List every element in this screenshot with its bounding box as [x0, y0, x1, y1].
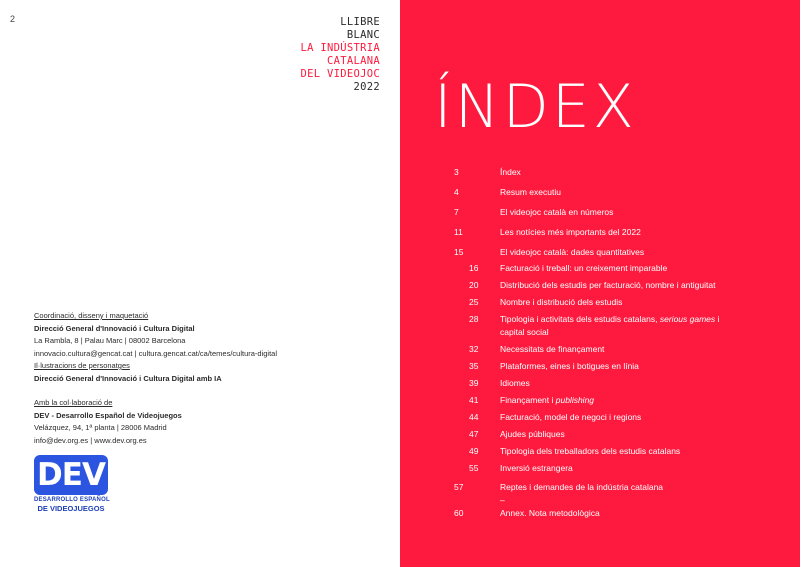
credits-collaboration-contact: info@dev.org.es | www.dev.org.es [34, 435, 147, 445]
toc-page-number: 25 [469, 297, 479, 307]
book-subtitle-line: DEL VIDEOJOC [300, 68, 380, 80]
toc-label-text: Distribució dels estudis per facturació, nombre i antiguitat [500, 280, 716, 290]
toc-label-continuation: capital social [500, 327, 549, 337]
toc-label [500, 313, 790, 326]
toc-entry[interactable] [400, 296, 800, 309]
toc-label [500, 428, 790, 441]
toc-label-text: Inversió estrangera [500, 463, 573, 473]
toc-label-text: Plataformes, eines i botigues en línia [500, 361, 639, 371]
credits [34, 310, 374, 447]
toc-page-number: 28 [469, 314, 479, 324]
right-page [400, 0, 800, 567]
toc-label [500, 226, 790, 239]
credits-collaboration-org: DEV - Desarrollo Español de Videojuegos [34, 410, 182, 420]
toc-label-text: Índex [500, 167, 521, 177]
toc-label [500, 360, 790, 373]
toc-entry[interactable] [400, 411, 800, 424]
toc-label [500, 411, 790, 424]
credits-collaboration-heading: Amb la col·laboració de [34, 398, 113, 407]
toc-label-text: Annex. Nota metodològica [500, 508, 600, 518]
credits-coordination-contact: innovacio.cultura@gencat.cat | cultura.gencat.cat/ca/temes/cultura-digital [34, 348, 278, 358]
toc-page-number: 3 [454, 167, 459, 177]
toc-label [500, 481, 790, 494]
toc-page-number: 11 [454, 227, 463, 237]
toc-label-italic: publishing [555, 395, 595, 405]
toc-label [500, 445, 790, 458]
toc-label [500, 186, 790, 199]
toc-entry[interactable] [400, 428, 800, 441]
toc-entry[interactable] [400, 279, 800, 292]
toc-label-text: Reptes i demandes de la indústria catalana [500, 482, 664, 492]
toc-page-number: 32 [469, 344, 479, 354]
toc-page-number: 55 [469, 463, 479, 473]
toc-page-number: 7 [454, 207, 459, 217]
toc-entry[interactable] [400, 481, 800, 494]
toc-label [500, 377, 790, 390]
toc-label-text: Nombre i distribució dels estudis [500, 297, 623, 307]
toc-page-number: 44 [469, 412, 479, 422]
toc-label-text: Facturació, model de negoci i regions [500, 412, 642, 422]
toc-page-number: 49 [469, 446, 479, 456]
page-number: 2 [10, 14, 16, 24]
dev-logo [34, 455, 108, 513]
toc-label-text: Ajudes públiques [500, 429, 565, 439]
book-title-line: BLANC [346, 29, 380, 41]
book-year: 2022 [353, 81, 380, 93]
dev-logo-line1: DESARROLLO ESPAÑOL [34, 497, 110, 503]
credits-coordination-heading: Coordinació, disseny i maquetació [34, 311, 149, 320]
toc-separator [400, 494, 800, 507]
toc-label-text: Idiomes [500, 378, 530, 388]
toc-entry[interactable] [400, 313, 800, 339]
credits-coordination-org: Direcció General d'Innovació i Cultura Digital [34, 323, 195, 333]
toc-label [500, 296, 790, 309]
credits-illustrations-org: Direcció General d'Innovació i Cultura Digital amb IA [34, 373, 222, 383]
toc-page-number: 60 [454, 508, 464, 518]
toc-page-number: 4 [454, 187, 459, 197]
dev-logo-mark: DEV [34, 455, 108, 495]
dev-logo-line2: DE VIDEOJUEGOS [37, 504, 105, 513]
toc-entry[interactable] [400, 360, 800, 373]
toc-page-number: 47 [469, 429, 479, 439]
toc-label-text: El videojoc català en números [500, 207, 614, 217]
toc-label [500, 279, 790, 292]
book-title-line: LLIBRE [340, 16, 380, 28]
toc-page-number: 15 [454, 247, 464, 257]
toc-separator-dash: – [500, 495, 505, 505]
credits-spacer [34, 385, 374, 397]
toc-label [500, 166, 790, 179]
toc-page-number: 57 [454, 482, 464, 492]
toc-entry[interactable] [400, 186, 800, 199]
toc-entry[interactable] [400, 394, 800, 407]
toc-label-text: Tipologia i activitats dels estudis catalans, [500, 314, 658, 324]
toc-label [500, 343, 790, 356]
toc-page-number: 20 [469, 280, 479, 290]
book-subtitle-line: CATALANA [327, 55, 380, 67]
toc-entry[interactable] [400, 246, 800, 259]
toc-label-text: Les notícies més importants del 2022 [500, 227, 641, 237]
toc-page-number: 41 [469, 395, 479, 405]
toc-entry[interactable] [400, 507, 800, 520]
toc-label-text: El videojoc català: dades quantitatives [500, 247, 645, 257]
toc-entry[interactable] [400, 206, 800, 219]
toc-label [500, 394, 790, 407]
toc-label [500, 246, 790, 259]
toc-label-text: Resum executiu [500, 187, 561, 197]
toc-label [500, 262, 790, 275]
toc-entry[interactable] [400, 377, 800, 390]
toc-label-tail: i [715, 314, 720, 324]
toc-page-number: 39 [469, 378, 479, 388]
toc-label-italic: serious games [659, 314, 716, 324]
toc-entry[interactable] [400, 226, 800, 239]
table-of-contents [400, 166, 800, 520]
toc-label-text: Tipologia dels treballadors dels estudis catalans [500, 446, 681, 456]
toc-label [500, 507, 790, 520]
toc-label-text: Facturació i treball: un creixement imparable [500, 263, 668, 273]
credits-collaboration-address: Velázquez, 94, 1ª planta | 28006 Madrid [34, 423, 167, 432]
toc-page-number: 35 [469, 361, 479, 371]
book-subtitle-line: LA INDÚSTRIA [300, 42, 380, 54]
toc-entry[interactable] [400, 166, 800, 179]
credits-coordination-address: La Rambla, 8 | Palau Marc | 08002 Barcelona [34, 336, 186, 345]
toc-label [500, 462, 790, 475]
index-title: ÍNDEX [434, 72, 637, 142]
credits-illustrations-heading: Il·lustracions de personatges [34, 361, 130, 370]
toc-page-number: 16 [469, 263, 479, 273]
toc-entry[interactable] [400, 343, 800, 356]
toc-label [500, 206, 790, 219]
toc-entry[interactable] [400, 445, 800, 458]
book-title [220, 16, 380, 94]
toc-label-text: Necessitats de finançament [500, 344, 605, 354]
toc-label-text: Finançament i [500, 395, 556, 405]
toc-entry[interactable] [400, 462, 800, 475]
toc-entry[interactable] [400, 262, 800, 275]
